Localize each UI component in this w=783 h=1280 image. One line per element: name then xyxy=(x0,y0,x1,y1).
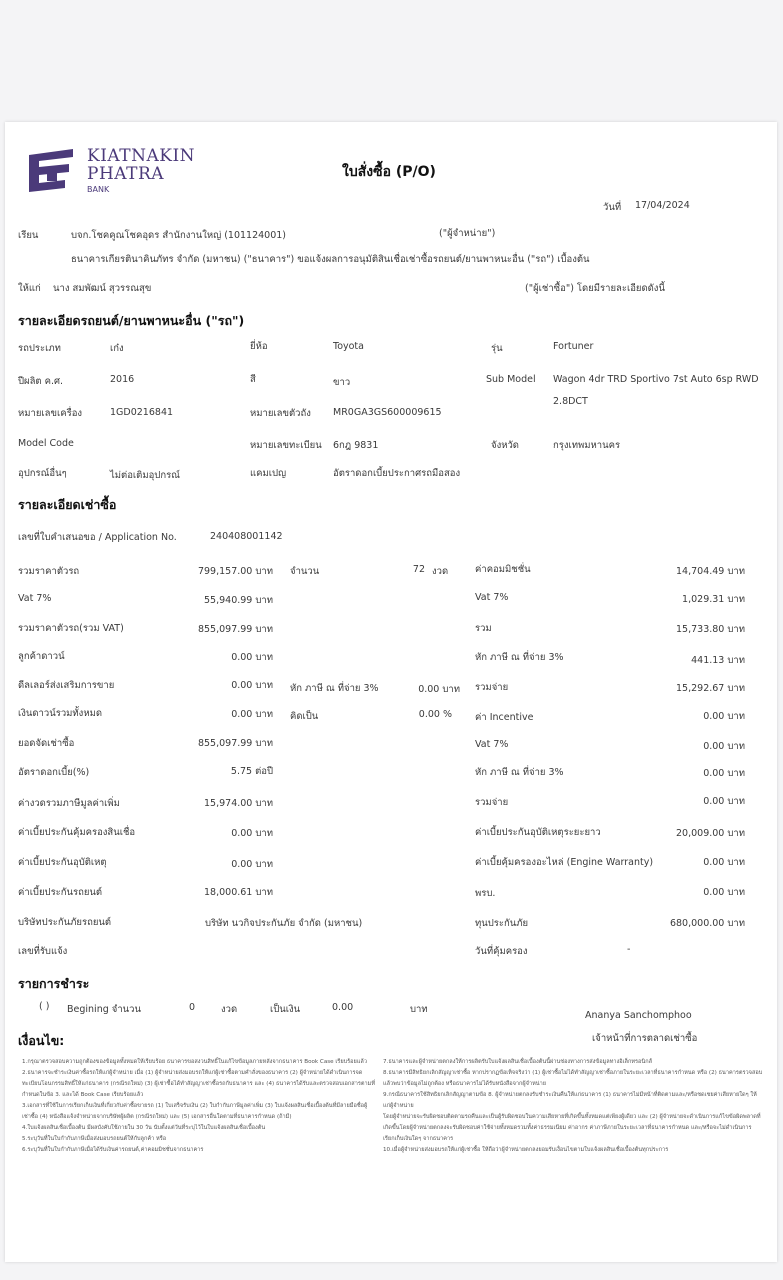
left-row-label: รวมราคาตัวรถ xyxy=(18,566,80,577)
left-row-value: 55,940.99 บาท xyxy=(204,595,273,606)
approval-intro: ธนาคารเกียรตินาคินภัทร จำกัด (มหาชน) ("ธนาคาร") ขอแจ้งผลการอนุมัติสินเชื่อเช่าซื้อรถยนต์/ยานพาหนะอื่น ("รถ") เบื้องต้น xyxy=(71,254,590,265)
payment-baht: บาท xyxy=(410,1004,428,1015)
left-row-label: ค่าเบี้ยประกันอุบัติเหตุ xyxy=(18,857,107,868)
right-row-label: รวมจ่าย xyxy=(475,797,509,808)
buyer-tag: ("ผู้เช่าซื้อ") โดยมีรายละเอียดดังนี้ xyxy=(525,283,665,294)
sum-insured-label: ทุนประกันภัย xyxy=(475,918,529,929)
insurer-label: บริษัทประกันภัยรถยนต์ xyxy=(18,917,112,928)
plate-number-label: หมายเลขทะเบียน xyxy=(250,440,322,451)
campaign-label: แคมเปญ xyxy=(250,468,287,479)
vehicle-year-value: 2016 xyxy=(110,374,135,385)
right-row-label: ค่า Incentive xyxy=(475,712,534,723)
right-row-label: Vat 7% xyxy=(475,739,509,750)
left-row-label: Vat 7% xyxy=(18,593,52,604)
to-label: เรียน xyxy=(18,230,39,241)
province-value: กรุงเทพมหานคร xyxy=(553,440,621,451)
coverage-date-value: - xyxy=(627,944,631,955)
beginning-count: 0 xyxy=(189,1002,196,1013)
left-row-value: 0.00 บาท xyxy=(231,709,273,720)
left-row-label: ดีลเลอร์ส่งเสริมการขาย xyxy=(18,680,115,691)
payment-checkbox: ( ) xyxy=(39,1001,50,1012)
vehicle-submodel-label: Sub Model xyxy=(486,374,536,385)
left-row-value: 5.75 ต่อปี xyxy=(230,766,273,777)
vehicle-year-label: ปีผลิต ค.ศ. xyxy=(18,376,64,387)
right-row-value: 441.13 บาท xyxy=(691,655,745,666)
right-row-value: 20,009.00 บาท xyxy=(676,828,745,839)
right-row-label: หัก ภาษี ณ ที่จ่าย 3% xyxy=(475,767,564,778)
left-row-value: 0.00 บาท xyxy=(231,652,273,663)
left-row-value: 18,000.61 บาท xyxy=(204,887,273,898)
installment-count-value: 72 xyxy=(412,564,425,575)
brand-name: KIATNAKIN xyxy=(87,146,196,166)
vehicle-model-label: รุ่น xyxy=(491,343,503,354)
conditions-left: 1.กรุณาตรวจสอบความถูกต้องของข้อมูลทั้งหมดให้เรียบร้อย ธนาคารขอสงวนสิทธิ์ในแก้ไขข้อมูลภายหลังจากธนาคาร Book Case เรียบร้อยแล้ว 2.ธนาคารจะชำระเงินค่าซื้อรถให้แก่ผู้จำหน่าย เมื่อ (1) ผู้จำหน่ายส่งมอบรถให้แก่ผู้เช่าซื้อตามคำสั่งของธนาคาร (2) ผู้จำหน่ายได้ดำเนินการจดทะเบียนโอนกรรมสิทธิ์ให้แก่ธนาคาร (กรณีรถใหม่) (3) ผู้เช่าซื้อได้ทำสัญญาเช่าซื้อรถกับธนาคาร และ (4) ธนาคารได้รับและตรวจสอบเอกสารตามที่กำหนดในข้อ 3. และได้ Book Case เรียบร้อยแล้ว 3.เอกสารที่ใช้ในการเรียกเก็บเงินที่เกี่ยวกับค่าซื้อขายรถ (1) ใบเสร็จรับเงิน (2) ใบกำกับภาษีมูลค่าเพิ่ม (3) ใบแจ้งผลสินเชื่อเบื้องต้นที่มีลายมือชื่อผู้เช่าซื้อ (4) หนังสือแจ้งจำหน่ายจากบริษัทผู้ผลิต (กรณีรถใหม่) และ (5) เอกสารอื่นใดตามที่ธนาคารกำหนด (ถ้ามี) 4.ใบแจ้งผลสินเชื่อเบื้องต้น มีผลบังคับใช้ภายใน 30 วัน นับตั้งแต่วันที่ระบุไว้ในใบแจ้งผลสินเชื่อเบื้องต้น 5.ระบุวันที่ในใบกำกับภาษีเมื่อส่งมอบรถยนต์ให้กับลูกค้า หรือ 6.ระบุวันที่ในใบกำกับภาษีเมื่อได้รับเงินค่ารถยนต์,ค่าคอมมิชชั่นจากธนาคาร xyxy=(22,1059,376,1153)
right-row-label: พรบ. xyxy=(475,888,496,899)
conditions-right: 7.ธนาคารและผู้จำหน่ายตกลงให้การผลิตรับใบแจ้งผลสินเชื่อเบื้องต้นนี้ผ่านช่องทางการส่งข้อมูลทางอิเล็กทรอนิกส์ 8.ธนาคารมีสิทธิยกเลิกสัญญาเช่าซื้อ หากปรากฏข้อเท็จจริงว่า (1) ผู้เช่าซื้อไม่ได้ทำสัญญาเช่าซื้อภายในระยะเวลาที่ธนาคารกำหนด หรือ (2) ธนาคารตรวจสอบแล้วพบว่าข้อมูลไม่ถูกต้อง หรือธนาคารไม่ได้รับหนังสือจากผู้จำหน่าย 9.กรณีธนาคารใช้สิทธิยกเลิกสัญญาตามข้อ 8. ผู้จำหน่ายตกลงรับชำระเงินคืนให้แก่ธนาคาร (1) ธนาคารไม่มีหน้าที่ติดตามและ/หรือชดเชยค่าเสียหายใดๆ ให้แก่ผู้จำหน่าย โดยผู้จำหน่ายจะรับผิดชอบติดตามรถคืนและเป็นผู้รับผิดชอบในความเสียหายที่เกิดขึ้นทั้งหมดแต่เพียงผู้เดียว และ (2) ผู้จำหน่ายจะดำเนินการแก้ไขข้อผิดพลาดที่เกิดขึ้นโดยผู้จำหน่ายตกลงจะรับผิดชอบค่าใช้จ่ายทั้งหมดรวมทั้งค่าธรรมเนียม ค่าอากร ค่าภาษีภายในระยะเวลาที่ธนาคารกำหนด และ/หรือจะไม่ดำเนินการเรียกเก็บเงินใดๆ จากธนาคาร 10.เมื่อผู้จำหน่ายส่งมอบรถให้แก่ผู้เช่าซื้อ ให้ถือว่าผู้จำหน่ายตกลงยอมรับเงื่อนไขตามใบแจ้งผลสินเชื่อเบื้องต้นทุกประการ xyxy=(383,1059,763,1153)
right-row-value: 0.00 บาท xyxy=(703,887,745,898)
right-row-value: 1,029.31 บาท xyxy=(682,594,745,605)
middle-wht-label: หัก ภาษี ณ ที่จ่าย 3% xyxy=(290,683,379,694)
left-row-label: ค่างวดรวมภาษีมูลค่าเพิ่ม xyxy=(18,798,120,809)
payment-heading: รายการชำระ xyxy=(18,976,90,991)
left-row-label: ค่าเบี้ยประกันคุ้มครองสินเชื่อ xyxy=(18,827,136,838)
application-number-label: เลขที่ใบคำเสนอขอ / Application No. xyxy=(18,532,177,543)
accessory-value: ไม่ต่อเติมอุปกรณ์ xyxy=(110,470,180,481)
right-row-value: 0.00 บาท xyxy=(703,711,745,722)
document-title: ใบสั่งซื้อ (P/O) xyxy=(342,164,436,180)
installment-count-label: จำนวน xyxy=(290,566,320,577)
percent-value: 0.00 % xyxy=(418,709,452,720)
model-code-label: Model Code xyxy=(18,438,74,449)
right-row-label: Vat 7% xyxy=(475,592,509,603)
left-row-value: 0.00 บาท xyxy=(231,828,273,839)
left-row-label: ยอดจัดเช่าซื้อ xyxy=(18,738,75,749)
campaign-value: อัตราดอกเบี้ยประกาศรถมือสอง xyxy=(333,468,461,479)
vehicle-brand-label: ยี่ห้อ xyxy=(250,341,268,352)
vehicle-color-label: สี xyxy=(250,374,256,385)
vehicle-type-value: เก๋ง xyxy=(110,343,124,354)
right-row-value: 15,733.80 บาท xyxy=(676,624,745,635)
engine-number-label: หมายเลขเครื่อง xyxy=(18,408,83,419)
left-row-label: อัตราดอกเบี้ย(%) xyxy=(18,767,90,778)
insurer-value: บริษัท นวกิจประกันภัย จำกัด (มหาชน) xyxy=(205,918,363,929)
give-value: นาง สมพัฒน์ สุวรรณสุข xyxy=(53,283,152,294)
brand-bank: BANK xyxy=(87,185,110,194)
accessory-label: อุปกรณ์อื่นๆ xyxy=(18,468,67,479)
brand-name-2: PHATRA xyxy=(87,164,165,184)
left-row-value: 0.00 บาท xyxy=(231,859,273,870)
right-row-label: ค่าคอมมิชชั่น xyxy=(475,564,531,575)
beginning-unit: งวด xyxy=(221,1004,238,1015)
payment-amount-label: เป็นเงิน xyxy=(270,1004,301,1015)
engine-number-value: 1GD0216841 xyxy=(110,407,174,418)
officer-name: Ananya Sanchomphoo xyxy=(585,1010,692,1021)
purchase-order-document xyxy=(5,122,777,1262)
date-label: วันที่ xyxy=(603,202,622,213)
left-row-value: 855,097.99 บาท xyxy=(197,624,273,635)
chassis-number-label: หมายเลขตัวถัง xyxy=(250,408,311,419)
lease-heading: รายละเอียดเช่าซื้อ xyxy=(18,497,117,512)
right-row-value: 0.00 บาท xyxy=(703,796,745,807)
sum-insured-value: 680,000.00 บาท xyxy=(669,918,745,929)
right-row-value: 0.00 บาท xyxy=(703,768,745,779)
vehicle-heading: รายละเอียดรถยนต์/ยานพาหนะอื่น ("รถ") xyxy=(18,313,245,328)
left-row-value: 799,157.00 บาท xyxy=(197,566,273,577)
right-row-value: 15,292.67 บาท xyxy=(676,683,745,694)
plate-number-value: 6กฎ 9831 xyxy=(333,440,379,451)
vehicle-model-value: Fortuner xyxy=(553,341,594,352)
officer-role: เจ้าหน้าที่การตลาดเช่าซื้อ xyxy=(592,1033,698,1044)
percent-label: คิดเป็น xyxy=(290,711,319,722)
to-value: บจก.โชคคูณโชคอุดร สำนักงานใหญ่ (101124001) xyxy=(71,230,287,241)
vehicle-brand-value: Toyota xyxy=(333,341,364,352)
right-row-label: หัก ภาษี ณ ที่จ่าย 3% xyxy=(475,652,564,663)
left-row-label: ค่าเบี้ยประกันรถยนต์ xyxy=(18,887,103,898)
right-row-label: ค่าเบี้ยคุ้มครองอะไหล่ (Engine Warranty) xyxy=(475,857,654,868)
coverage-date-label: วันที่คุ้มครอง xyxy=(475,946,528,957)
notice-number-label: เลขที่รับแจ้ง xyxy=(18,946,68,957)
left-row-value: 15,974.00 บาท xyxy=(204,798,273,809)
conditions-heading: เงื่อนไข: xyxy=(18,1033,65,1048)
left-row-value: 0.00 บาท xyxy=(231,680,273,691)
right-row-label: รวมจ่าย xyxy=(475,682,509,693)
vehicle-submodel-value: Wagon 4dr TRD Sportivo 7st Auto 6sp RWD xyxy=(553,374,759,385)
vehicle-submodel-value-2: 2.8DCT xyxy=(553,396,588,407)
middle-wht-value: 0.00 บาท xyxy=(418,684,460,695)
bank-logo-icon xyxy=(25,147,81,193)
right-row-value: 0.00 บาท xyxy=(703,857,745,868)
vehicle-color-value: ขาว xyxy=(333,377,351,388)
date-value: 17/04/2024 xyxy=(635,200,690,211)
chassis-number-value: MR0GA3GS600009615 xyxy=(333,407,442,418)
right-row-label: รวม xyxy=(475,623,492,634)
left-row-label: เงินดาวน์รวมทั้งหมด xyxy=(18,708,103,719)
right-row-value: 0.00 บาท xyxy=(703,741,745,752)
beginning-label: Begining จำนวน xyxy=(67,1004,141,1015)
right-row-value: 14,704.49 บาท xyxy=(676,566,745,577)
left-row-value: 855,097.99 บาท xyxy=(197,738,273,749)
province-label: จังหวัด xyxy=(491,440,519,451)
installment-unit: งวด xyxy=(432,566,449,577)
dealer-tag: ("ผู้จำหน่าย") xyxy=(439,228,496,239)
left-row-label: รวมราคาตัวรถ(รวม VAT) xyxy=(18,623,124,634)
application-number-value: 240408001142 xyxy=(210,531,283,542)
vehicle-type-label: รถประเภท xyxy=(18,343,61,354)
payment-amount-value: 0.00 xyxy=(332,1002,354,1013)
right-row-label: ค่าเบี้ยประกันอุบัติเหตุระยะยาว xyxy=(475,827,601,838)
left-row-label: ลูกค้าดาวน์ xyxy=(18,651,65,662)
give-label: ให้แก่ xyxy=(18,283,41,294)
